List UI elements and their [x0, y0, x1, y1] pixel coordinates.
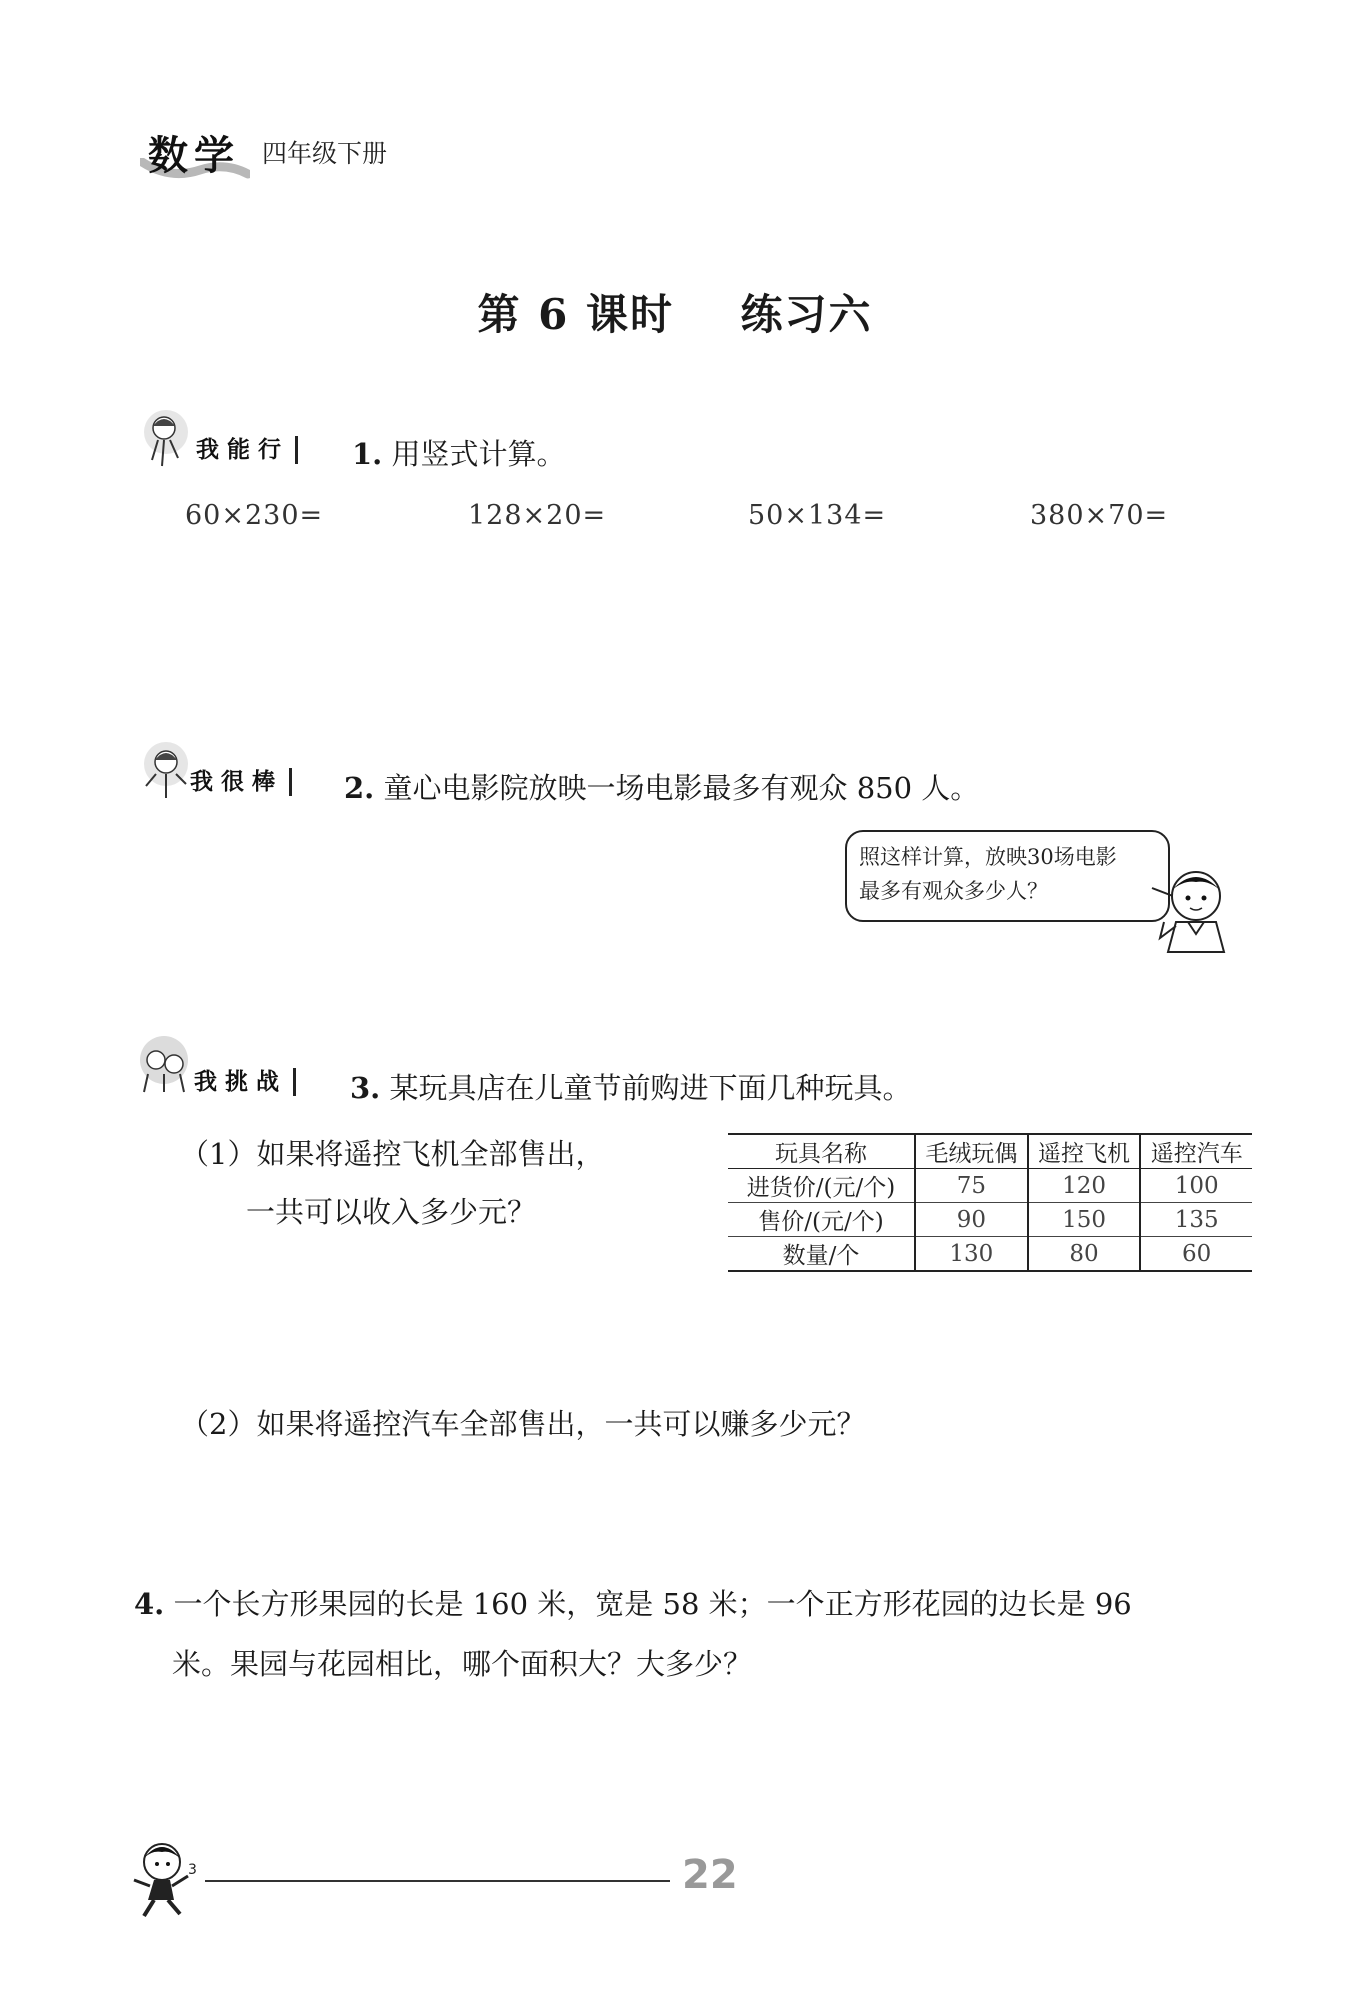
toy-price-table	[728, 1133, 1252, 1272]
bubble-line-1: 照这样计算，放映30场电影	[859, 845, 1117, 869]
badge-label: 我挑战	[194, 1068, 296, 1096]
badge-wo-neng-xing	[196, 436, 298, 464]
speech-bubble	[845, 830, 1170, 922]
question-number: 1.	[352, 437, 383, 471]
question-3	[350, 1066, 912, 1107]
table-cell: 数量/个	[728, 1237, 915, 1272]
expression-1: 60×230=	[185, 500, 324, 531]
lesson-name: 练习六	[740, 290, 873, 339]
table-row	[728, 1237, 1252, 1272]
question-number: 3.	[350, 1071, 381, 1105]
girl-mascot-icon	[138, 740, 194, 802]
badge-label: 我能行	[196, 436, 298, 464]
running-boy-icon	[126, 1836, 208, 1922]
badge-wo-hen-bang	[190, 768, 292, 796]
table-cell: 进货价/(元/个)	[728, 1169, 915, 1203]
bubble-line-2: 最多有观众多少人？	[859, 879, 1048, 903]
table-cell: 75	[915, 1169, 1028, 1203]
lesson-number: 第 6 课时	[477, 290, 674, 339]
expression-2: 128×20=	[468, 500, 607, 531]
question-number: 4.	[134, 1587, 165, 1621]
question-prompt: 童心电影院放映一场电影最多有观众 850 人。	[383, 771, 980, 805]
question-4-line-1	[134, 1582, 1132, 1623]
table-cell: 130	[915, 1237, 1028, 1272]
table-header-cell: 遥控飞机	[1028, 1134, 1141, 1169]
question-3-2: （2）如果将遥控汽车全部售出，一共可以赚多少元？	[180, 1407, 866, 1441]
children-mascot-icon	[134, 1034, 194, 1096]
table-cell: 100	[1140, 1169, 1252, 1203]
table-cell: 150	[1028, 1203, 1141, 1237]
header-subject: 数学	[148, 133, 240, 179]
table-row	[728, 1169, 1252, 1203]
question-3-1-line-1: （1）如果将遥控飞机全部售出，	[180, 1137, 605, 1171]
badge-label: 我很棒	[190, 768, 292, 796]
question-4-line-2: 米。果园与花园相比，哪个面积大？大多少？	[172, 1647, 753, 1681]
table-header-cell: 玩具名称	[728, 1134, 915, 1169]
header-grade: 四年级下册	[262, 139, 388, 168]
question-1	[352, 432, 566, 473]
table-row	[728, 1203, 1252, 1237]
boy-cartoon-icon	[1148, 860, 1238, 960]
girl-mascot-icon	[138, 408, 194, 470]
badge-wo-tiao-zhan	[194, 1068, 296, 1096]
table-header-cell: 毛绒玩偶	[915, 1134, 1028, 1169]
question-number: 2.	[344, 771, 375, 805]
table-cell: 135	[1140, 1203, 1252, 1237]
page-title	[0, 282, 1350, 342]
question-4-text: 一个长方形果园的长是 160 米，宽是 58 米；一个正方形花园的边长是 96	[173, 1587, 1132, 1621]
table-cell: 120	[1028, 1169, 1141, 1203]
svg-text:3: 3	[188, 1862, 197, 1878]
table-cell: 80	[1028, 1237, 1141, 1272]
table-cell: 90	[915, 1203, 1028, 1237]
footer-line	[205, 1880, 670, 1882]
question-prompt: 某玩具店在儿童节前购进下面几种玩具。	[389, 1071, 912, 1105]
table-header-cell: 遥控汽车	[1140, 1134, 1252, 1169]
table-cell: 60	[1140, 1237, 1252, 1272]
page-number: 22	[682, 1852, 738, 1898]
expression-4: 380×70=	[1030, 500, 1169, 531]
question-2	[344, 766, 979, 807]
expression-3: 50×134=	[748, 500, 887, 531]
question-3-1-line-2: 一共可以收入多少元？	[246, 1195, 537, 1229]
question-prompt: 用竖式计算。	[391, 437, 566, 471]
table-header-row	[728, 1134, 1252, 1169]
table-cell: 售价/(元/个)	[728, 1203, 915, 1237]
